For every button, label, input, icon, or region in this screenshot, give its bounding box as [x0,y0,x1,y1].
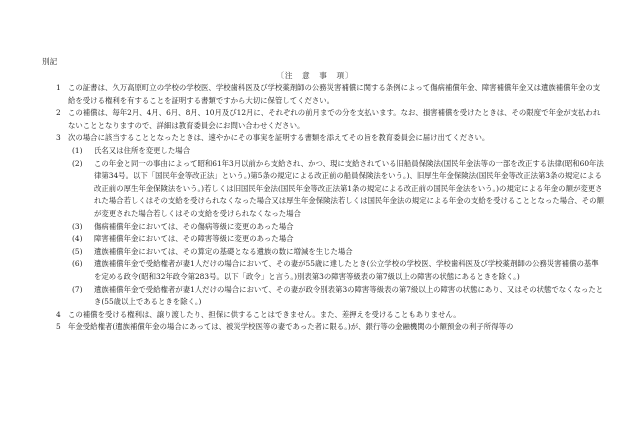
note-item-4 [48,309,604,322]
note-number: 5 [56,322,61,332]
sub-item-text: 遺族補償年金で受給権者が妻1人だけの場合において、その妻が政令別表第3の障害等級表の第7級以上の障害の状態にあり、又はその状態でなくなったとき(55歳以上であるときを除く。) [94,284,604,307]
note-text: 年金受給権者(遺族補償年金の場合にあっては、被災学校医等の妻であった者に限る。)が、銀行等の金融機関の小額預金の利子所得等の [68,322,514,332]
sub-item-3 [48,221,604,234]
note-text: この補償を受ける権利は、譲り渡したり、担保に供することはできません。また、差押えを受けることもありません。 [68,309,461,319]
sub-item-text: 遺族補償年金で受給権者が妻1人だけの場合において、その妻が55歳に達したとき(公立学校の学校医、学校歯科医及び学校薬剤師の公務災害補償の基準を定める政令(昭和32年政令第283号。以下「政令」と言う。)別表第3の障害等級表の第7級以上の障害の状態にあるときを除く。) [94,259,599,281]
sub-item-1 [48,145,604,158]
sub-item-4 [48,233,604,246]
note-text: この補償は、毎年2月、4月、6月、8月、10月及び12月に、それぞれの前月までの分を支払います。なお、損害補償を受けたときは、その限度で年金が支払われないこととなりますので、詳細は教育委員会にお問い合わせください。 [68,108,601,130]
annex-label: 別記 [42,57,58,66]
sub-item-text: この年金と同一の事由によって昭和61年3月以前から支給され、かつ、現に支給されている旧船員保険法(国民年金法等の一部を改正する法律(昭和60年法律第34号。以下「国民年金等改正法」という。)第5条の規定による改正前の船員保険法をいう。)、旧厚生年金保険法(国民年金等改正法第3条の規定による改正前の厚生年金保険法をいう。)若しくは旧国民年金法(国民年金等改正法第1条の規定による改正前の国民年金法をいう。)の規定による年金の額が変更された場合若しくはその支給を受けられなくなった場合又は厚生年金保険法若しくは国民年金法の規定による年金の支給を受けることとなった場合、その額が変更された場合若しくはその支給を受けられなくなった場合 [94,158,604,218]
sub-item-number: (5) [72,246,83,256]
sub-item-number: (7) [72,284,83,294]
note-number: 1 [56,83,61,92]
note-text: この証書は、久万高原町立の学校の学校医、学校歯科医及び学校薬剤師の公務災害補償に関する条例によって傷病補償年金、障害補償年金又は遺族補償年金の支給を受ける権利を有することを証明する書類ですから大切に保管してください。 [68,83,601,105]
document-title: 〔注 意 事 項〕 [276,71,354,80]
sub-item-6 [48,258,604,283]
note-number: 3 [56,133,61,143]
note-number: 2 [56,108,61,118]
sub-item-text: 傷病補償年金においては、その傷病等級に変更のあった場合 [94,221,294,231]
sub-item-2 [48,158,604,221]
sub-item-text: 遺族補償年金においては、その算定の基礎となる遺族の数に増減を生じた場合 [94,246,353,256]
sub-item-7 [48,284,604,309]
sub-item-text: 氏名又は住所を変更した場合 [94,145,191,155]
notes-body [48,82,604,334]
sub-item-text: 障害補償年金においては、その障害等級に変更のあった場合 [94,234,294,244]
sub-item-number: (4) [72,234,83,244]
note-item-2 [48,107,604,132]
sub-item-number: (2) [72,158,83,168]
note-item-5 [48,321,604,334]
sub-item-number: (3) [72,221,83,231]
sub-item-5 [48,246,604,259]
note-number: 4 [56,309,61,319]
note-item-1 [48,82,604,107]
sub-item-number: (1) [72,145,83,155]
note-text: 次の場合に該当することとなったときは、速やかにその事実を証明する書類を添えてその旨を教育委員会に届け出てください。 [68,133,490,143]
sub-item-number: (6) [72,259,83,269]
note-item-3 [48,132,604,145]
